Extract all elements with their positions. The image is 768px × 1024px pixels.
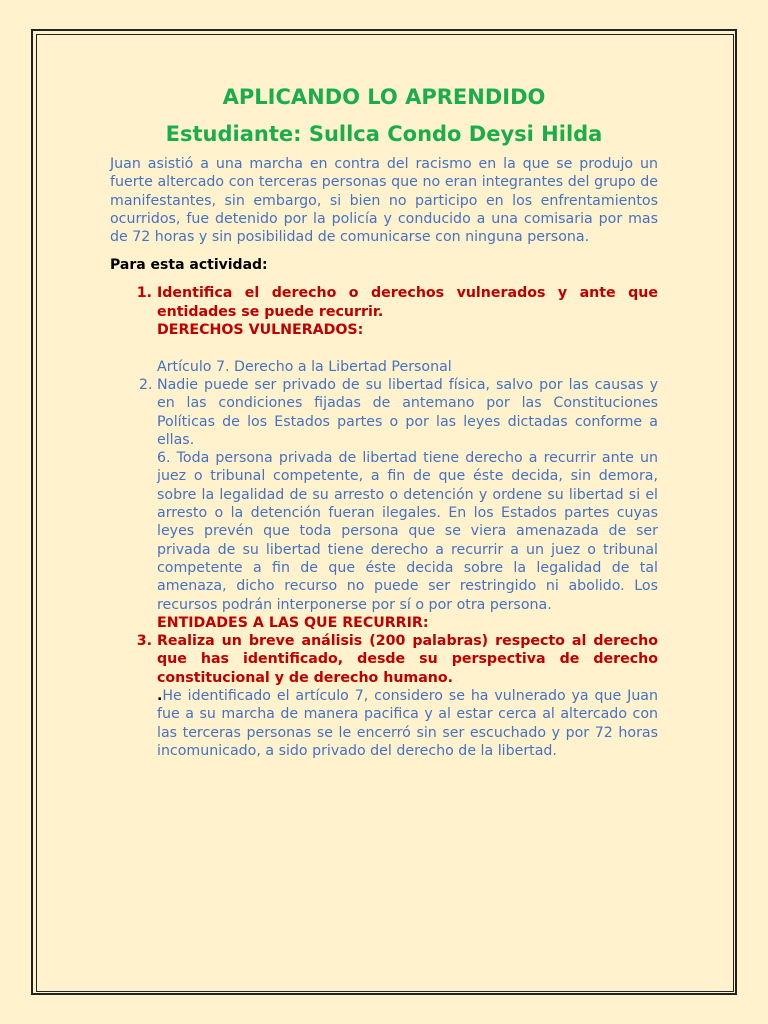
activity-label: Para esta actividad: [110, 257, 268, 274]
item3-question: Realiza un breve análisis (200 palabras) respecto al derecho que has identificado, desde su perspectiva de derecho constitucional y de derecho humano. [157, 633, 658, 686]
list-item-1 [157, 284, 658, 375]
item2-heading: ENTIDADES A LAS QUE RECURRIR: [157, 614, 429, 631]
item2-text: Nadie puede ser privado de su libertad física, salvo por las causas y en las condiciones fijadas de antemano por las Constituciones Políticas de los Estados partes o por las leyes dictadas conforme a ellas. [157, 376, 658, 448]
document-title: APLICANDO LO APRENDIDO [222, 85, 546, 109]
activity-list [110, 284, 658, 760]
list-item-3 [157, 632, 658, 760]
item3-answer: He identificado el artículo 7, considero se ha vulnerado ya que Juan fue a su marcha de manera pacifica y al estar cerca al altercado con las terceras personas se le encerró sin ser escuchado y por 72 horas incomunicado, a sido privado del derecho de la libertad. [157, 688, 658, 759]
item1-heading: DERECHOS VULNERADOS: [157, 322, 364, 339]
item3-dot: . [157, 688, 163, 705]
item1-spacer [157, 339, 658, 357]
case-description: Juan asistió a una marcha en contra del racismo en la que se produjo un fuerte altercado con terceras personas que no eran integrantes del grupo de manifestantes, sin embargo, si bien no participo en los enfrentamientos ocurridos, fue detenido por la policía y conducido a una comisaria por mas de 72 horas y sin posibilidad de comunicarse con ninguna persona. [110, 156, 658, 246]
item1-article: Artículo 7. Derecho a la Libertad Personal [157, 358, 452, 375]
item1-question: Identifica el derecho o derechos vulnerados y ante que entidades se puede recurrir. [157, 285, 658, 320]
document-body [110, 82, 658, 760]
item2-para6: 6. Toda persona privada de libertad tiene derecho a recurrir ante un juez o tribunal competente, a fin de que éste decida, sin demora, sobre la legalidad de su arresto o detención y ordene su libertad si el arresto o la detención fueran ilegales. En los Estados partes cuyas leyes prevén que toda persona que se viera amenazada de ser privada de su libertad tiene derecho a recurrir a un juez o tribunal competente a fin de que éste decida sobre la legalidad de tal amenaza, dicho recurso no puede ser restringido ni abolido. Los recursos podrán interponerse por sí o por otra persona. [157, 450, 658, 613]
item3-answer-block [157, 687, 658, 760]
student-name: Estudiante: Sullca Condo Deysi Hilda [165, 122, 603, 146]
list-item-2 [157, 376, 658, 632]
